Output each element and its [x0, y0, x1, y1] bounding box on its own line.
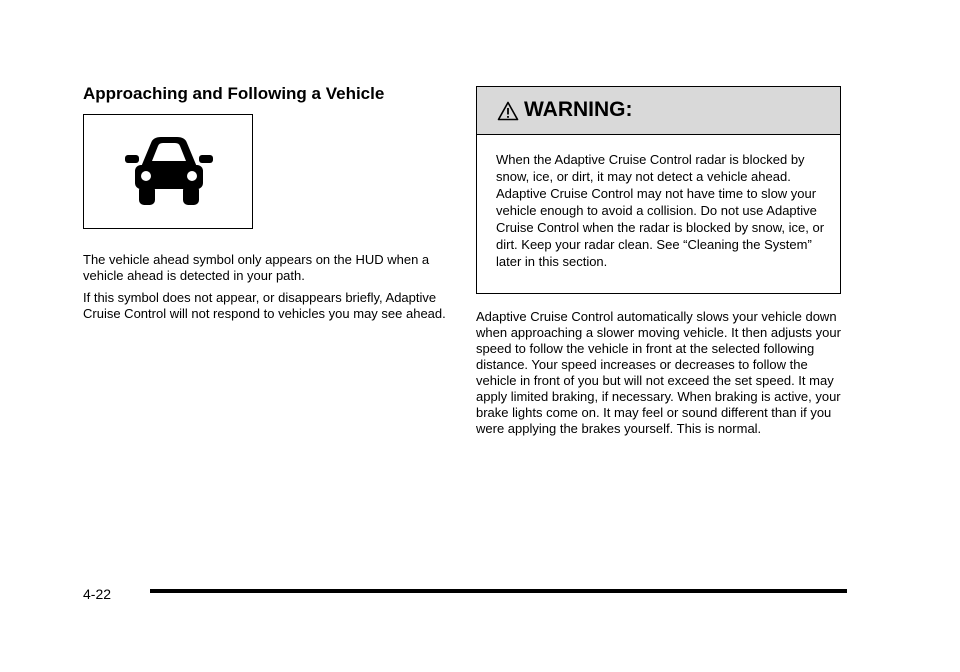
page-number: 4-22	[83, 586, 112, 602]
symbol-missing-paragraph: If this symbol does not appear, or disappears briefly, Adaptive Cruise Control will not respond to vehicles you may see ahead.	[83, 290, 446, 321]
section-heading: Approaching and Following a Vehicle	[83, 84, 385, 103]
warning-triangle-icon	[497, 101, 519, 121]
acc-description-paragraph: Adaptive Cruise Control automatically slows your vehicle down when approaching a slower moving vehicle. It then adjusts your speed to follow the vehicle in front at the selected following distance. Your speed increases or decreases to follow the vehicle in front of you but will not exceed the set speed. It may apply limited braking, if necessary. When braking is active, your brake lights come on. It may feel or sound different than if you were applying the brakes yourself. This is normal.	[476, 309, 841, 436]
warning-header	[477, 87, 840, 135]
warning-box	[476, 86, 841, 294]
footer-rule	[150, 589, 847, 593]
warning-title: WARNING:	[524, 98, 633, 121]
vehicle-ahead-icon	[121, 133, 217, 209]
vehicle-ahead-symbol-frame	[83, 114, 253, 229]
warning-text: When the Adaptive Cruise Control radar is blocked by snow, ice, or dirt, it may not detect a vehicle ahead. Adaptive Cruise Control may not have time to slow your vehicle enough to avoid a collision. Do not use Adaptive Cruise Control when the radar is blocked by snow, ice, or dirt. Keep your radar clean. See “Cleaning the System” later in this section.	[496, 152, 825, 269]
hud-symbol-paragraph: The vehicle ahead symbol only appears on the HUD when a vehicle ahead is detected in your path.	[83, 252, 430, 283]
